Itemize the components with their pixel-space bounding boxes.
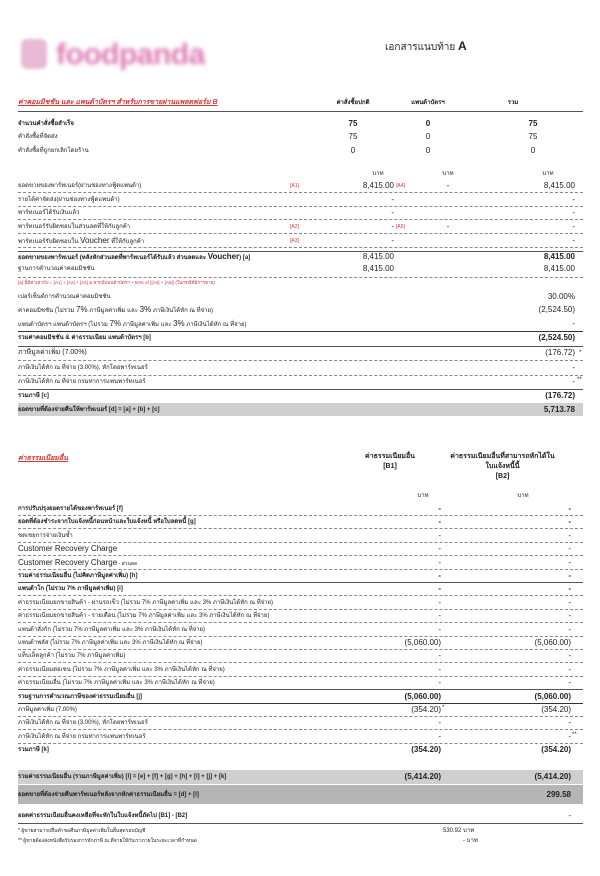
other-fee-b2: -	[568, 558, 571, 567]
order-count-label: จำนวนคำสั่งซื้อสำเร็จ	[18, 121, 74, 127]
ref-tag: [A2]	[290, 224, 299, 230]
divider	[18, 247, 583, 248]
panda-fee-label: แพนด้าบัตรฯ แพนด้าบัตรฯ (ไม่รวม 7% ภาษีมูลค่าเพิ่ม และ 3% ภาษีเงินได้หัก ณ ที่จ่าย)	[18, 319, 247, 328]
divider	[18, 823, 583, 824]
sales-amount-label: พาร์ทเนอร์ได้รับเงินแล้ว	[18, 210, 80, 216]
order-count-panda: 0	[425, 146, 431, 155]
payout-row	[18, 404, 583, 416]
sales-amount-total: -	[572, 236, 575, 245]
divider	[18, 729, 583, 730]
commission-fee-value: (2,524.50)	[538, 305, 575, 314]
other-fee-label: แพนด้าสั่งกัก (ไม่รวม 7% ภาษีมูลค่าเพิ่ม และ 3% ภาษีเงินได้หัก ณ ที่จ่าย)	[18, 627, 206, 633]
tax-total-row	[18, 390, 583, 402]
net-sales-row	[18, 251, 583, 263]
logo: foodpanda	[56, 38, 205, 71]
other-fee-row	[18, 637, 583, 649]
other-fee-label: ภาษีเงินได้หัก ณ ที่จ่าย กรมท่าการแพนพาร์ทเนอร์	[18, 734, 146, 740]
unit-row	[18, 168, 583, 180]
other-fee-b1: -	[438, 678, 441, 687]
other-fee-b1: -	[438, 584, 441, 593]
unit-label: บาท	[442, 171, 454, 177]
carry-value: -	[568, 811, 571, 820]
order-count-row	[18, 118, 583, 130]
unit-label: บาท	[417, 493, 429, 499]
unit-row-2	[18, 490, 583, 502]
commission-rate-value: 30.00%	[547, 292, 575, 301]
other-fee-b1: -	[438, 611, 441, 620]
other-fee-b1: -	[438, 625, 441, 634]
net-sales-label: ยอดขายของพาร์ทเนอร์ (หลังหักส่วนลดที่พาร์ทเนอร์ได้รับแล้ว ส่วนลดและ Voucher) [a]	[18, 252, 251, 261]
divider	[18, 192, 583, 193]
wht-row	[18, 362, 583, 374]
other-fee-row	[18, 691, 583, 703]
logo-icon	[21, 39, 47, 69]
panda-fee-row	[18, 318, 583, 330]
other-fee-b2: (5,060.00)	[534, 638, 571, 647]
order-count-row	[18, 131, 583, 143]
other-fee-row	[18, 677, 583, 689]
commission-base-value: 8,415.00	[362, 264, 394, 273]
order-count-total: 75	[528, 132, 538, 141]
footnote-mark: *	[442, 705, 445, 711]
other-fee-b1: (5,060.00)	[404, 692, 441, 701]
sales-amount-label: พาร์ทเนอร์รับผิดชอบในส่วนลดที่ให้กับลูกค้า	[18, 224, 131, 230]
ref-tag: [A4]	[396, 183, 405, 189]
divider	[18, 111, 583, 112]
net-payout-value: 299.58	[546, 790, 571, 799]
formula-note-row	[18, 277, 583, 289]
footnote-mark: **	[577, 377, 582, 383]
other-fee-b2: -	[568, 732, 571, 741]
order-count-total: 0	[530, 146, 536, 155]
other-fee-row	[18, 530, 583, 542]
other-fee-b2: -	[568, 678, 571, 687]
col-panda-card: แพนด้าบัตรฯ	[411, 100, 445, 106]
other-fee-label: ภาษีมูลค่าเพิ่ม (7.00%)	[18, 707, 77, 713]
other-fee-b2: -	[568, 611, 571, 620]
other-fee-label: รวมภาษี [k]	[18, 747, 49, 753]
tax-total-value: (176.72)	[545, 391, 575, 400]
other-fee-b1: -	[438, 531, 441, 540]
order-count-row	[18, 145, 583, 157]
other-fee-row	[18, 704, 583, 716]
other-fee-label: ชดเชยการจ่ายเงินซ้ำ	[18, 533, 73, 539]
sales-amount-total: -	[572, 222, 575, 231]
other-fee-label: Customer Recovery Charge	[18, 544, 118, 553]
net-payout-row	[18, 789, 583, 801]
other-fee-row	[18, 624, 583, 636]
sales-amount-regular: -	[391, 195, 394, 204]
tax-total-label: รวมภาษี [c]	[18, 393, 49, 399]
other-fee-row	[18, 597, 583, 609]
other-fee-label: แพนด้าโก (ไม่รวม 7% ภาษีมูลค่าเพิ่ม) [i]	[18, 586, 123, 592]
commission-total-label: รวมค่าคอมมิชชัน & ค่าธรรมเนียม แพนด้าบัตรฯ [b]	[18, 335, 151, 341]
other-fee-b2: -	[568, 718, 571, 727]
divider	[18, 219, 583, 220]
other-fee-b2: -	[568, 517, 571, 526]
sales-amount-row	[18, 207, 583, 219]
other-fee-b2: (354.20)	[541, 745, 571, 754]
sales-amount-label: พาร์ทเนอร์รับผิดชอบใน Voucher ที่ให้กับลูกค้า	[18, 236, 145, 245]
ref-tag: [A1]	[290, 183, 299, 189]
unit-label: บาท	[517, 493, 529, 499]
section2-link[interactable]: ค่าธรรมเนียมอื่น	[18, 455, 68, 462]
other-fee-label: ยอดที่ต้องชำระจากใบแจ้งหนี้ก่อนหน้าและใบแจ้งหนี้ หรือใบลดหนี้ [g]	[18, 519, 196, 525]
sales-amount-total: 8,415.00	[543, 181, 575, 190]
other-fee-b1: -	[438, 558, 441, 567]
order-count-regular: 75	[348, 119, 358, 128]
order-count-panda: 0	[425, 132, 431, 141]
other-fee-b2: (5,060.00)	[534, 692, 571, 701]
other-fee-b1: -	[438, 598, 441, 607]
panda-fee-value: -	[572, 319, 575, 328]
sales-amount-label: ยอดขายของพาร์ทเนอร์(ผ่านช่องทางฟู้ดแพนด้า)	[18, 183, 142, 189]
other-fee-label: Customer Recovery Charge - ส่วนลด	[18, 558, 138, 567]
divider	[18, 360, 583, 361]
ref-tag: [A3]	[290, 238, 299, 244]
other-fee-b1: (354.20)	[411, 705, 441, 714]
divider	[18, 555, 583, 556]
other-fee-label: ค่าธรรมเนียมอื่น (ไม่รวม 7% ภาษีมูลค่าเพิ่ม และ 3% ภาษีเงินได้หัก ณ ที่จ่าย)	[18, 680, 215, 686]
other-fee-b2: -	[568, 504, 571, 513]
other-fee-b1: -	[438, 504, 441, 513]
other-total-row	[18, 771, 583, 783]
commission-rate-label: เปอร์เซ็นต์การคำนวณค่าคอมมิชชัน	[18, 294, 111, 300]
other-fee-row	[18, 610, 583, 622]
other-total-b1: (5,414.20)	[404, 772, 441, 781]
sales-amount-regular: -	[391, 222, 394, 231]
carry-row	[18, 810, 583, 822]
other-fee-b1: (354.20)	[411, 745, 441, 754]
vat-value: (176.72)	[545, 348, 575, 357]
net-sales-value: 8,415.00	[362, 252, 394, 261]
commission-fee-row	[18, 304, 583, 316]
sales-amount-total: -	[572, 208, 575, 217]
commission-fee-label: ค่าคอมมิชชัน (ไม่รวม 7% ภาษีมูลค่าเพิ่ม และ 3% ภาษีเงินได้หัก ณ ที่จ่าย)	[18, 305, 213, 314]
wht2-row	[18, 376, 583, 388]
sales-amount-row	[18, 235, 583, 247]
other-fee-b1: -	[438, 665, 441, 674]
wht2-label: ภาษีเงินได้หัก ณ ที่จ่าย กรมท่าการแพนพาร์ทเนอร์	[18, 379, 146, 385]
ref-tag: [A5]	[396, 224, 405, 230]
order-count-regular: 75	[348, 132, 358, 141]
divider	[18, 622, 583, 623]
other-fee-row	[18, 543, 583, 555]
order-count-label: คำสั่งซื้อที่ถูกยกเลิกโดยร้าน	[18, 148, 89, 154]
other-fee-row	[18, 516, 583, 528]
other-fee-b2: -	[568, 531, 571, 540]
other-fee-row	[18, 583, 583, 595]
col-regular-orders: ค่าสั่งซื้อปกติ	[336, 100, 370, 106]
unit-label: บาท	[542, 171, 554, 177]
order-count-label: คำสั่งซื้อที่จัดส่ง	[18, 134, 58, 140]
section1-header	[18, 97, 583, 109]
col-b1-header: ค่าธรรมเนียมอื่น [B1]	[365, 453, 415, 470]
other-fee-label: รวมฐานการคำนวณภาษีของค่าธรรมเนียมอื่น [j]	[18, 694, 142, 700]
commission-total-value: (2,524.50)	[538, 333, 575, 342]
other-fee-label: แพนด้าพลัส (ไม่รวม 7% ภาษีมูลค่าเพิ่ม และ 3% ภาษีเงินได้หัก ณ ที่จ่าย)	[18, 640, 203, 646]
other-fee-row	[18, 731, 583, 743]
divider	[18, 662, 583, 663]
order-count-panda: 0	[425, 119, 431, 128]
other-fee-label: การปรับปรุงยอดรายได้ของพาร์ทเนอร์ [f]	[18, 506, 123, 512]
col-total: รวม	[507, 100, 519, 106]
other-fee-label: รวมค่าธรรมเนียมอื่น (ไม่คิดภาษีมูลค่าเพิ่ม) [h]	[18, 573, 138, 579]
wht-value: -	[572, 363, 575, 372]
other-fee-row	[18, 650, 583, 662]
section1-link[interactable]: ค่าคอมมิชชัน และ แพนด้าบัตรฯ สำหรับการขายผ่านแพลตฟอร์ม B	[18, 99, 218, 106]
sales-amount-regular: 8,415.00	[362, 181, 394, 190]
sales-amount-row	[18, 180, 583, 192]
other-fee-b1: -	[438, 544, 441, 553]
carry-label: ยอดค่าธรรมเนียมอื่นคงเหลือที่จะหักในใบแจ้งหนี้ถัดไป [B1] - [B2]	[18, 813, 188, 819]
sales-amount-panda: -	[446, 222, 450, 231]
commission-base-row	[18, 263, 583, 275]
other-fee-row	[18, 570, 583, 582]
other-fee-b1: -	[438, 517, 441, 526]
footnote-mark: **	[572, 732, 577, 738]
sales-amount-row	[18, 194, 583, 206]
wht-label: ภาษีเงินได้หัก ณ ที่จ่าย (3.00%), หักโดยพาร์ทเนอร์	[18, 365, 148, 371]
unit-label: บาท	[372, 171, 384, 177]
other-fee-label: แท็บเล็ตลูกค้า (ไม่รวม 7% ภาษีมูลค่าเพิ่ม)	[18, 653, 126, 659]
other-fee-label: ค่าธรรมเนียมต่อเชน (ไม่รวม 7% ภาษีมูลค่าเพิ่ม และ 3% ภาษีเงินได้หัก ณ ที่จ่าย)	[18, 667, 225, 673]
divider	[18, 528, 583, 529]
payout-value: 5,713.78	[543, 405, 575, 414]
other-total-label: รวมค่าธรรมเนียมอื่น (รวมภาษีมูลค่าเพิ่ม) [l] = [e] + [f] + [g] + [h] + [i] + [j] + [k]	[18, 774, 227, 780]
sales-amount-regular: -	[391, 236, 394, 245]
divider	[18, 689, 583, 690]
commission-base-label: ฐานการคำนวณค่าคอมมิชชัน	[18, 266, 95, 272]
payout-label: ยอดขายที่ต้องจ่ายคืนให้พาร์ทเนอร์ [d] = [a] + [b] + [c]	[18, 407, 160, 413]
wht2-value: -	[572, 377, 575, 386]
other-fee-row	[18, 717, 583, 729]
commission-base-total: 8,415.00	[543, 264, 575, 273]
commission-total-row	[18, 332, 583, 344]
other-fee-b1: (5,060.00)	[404, 638, 441, 647]
other-fee-b2: -	[568, 651, 571, 660]
other-fee-b1: -	[438, 732, 441, 741]
footnote-2: ** ผู้ขายต้องส่งหนังสือรับรองการหักภาษี ณ ที่จ่ายให้กับเราภายในระยะเวลาที่กำหนด - บาท	[18, 838, 478, 844]
other-fee-b2: -	[568, 625, 571, 634]
vat-row	[18, 347, 583, 359]
commission-rate-row	[18, 291, 583, 303]
other-fee-b1: -	[438, 718, 441, 727]
order-count-total: 75	[528, 119, 538, 128]
sales-amount-label: รายได้ค่าจัดส่ง(ผ่านช่องทางฟู้ดแพนด้า)	[18, 197, 120, 203]
other-fee-b2: -	[568, 598, 571, 607]
other-fee-label: ค่าธรรมเนียมยกขายสินค้า - รายเดือน (ไม่รวม 7% ภาษีมูลค่าเพิ่ม และ 3% ภาษีเงินได้หัก ณ ที่จ่าย)	[18, 613, 270, 619]
net-sales-total: 8,415.00	[543, 252, 575, 261]
other-fee-b2: (354.20)	[541, 705, 571, 714]
sales-amount-total: -	[572, 195, 575, 204]
footnote-1: * ผู้ขายสามารถยื่นคำขอคืนภาษีมูลค่าเพิ่มในสิ้นสุดรอบบัญชี 530.92 บาท	[18, 828, 475, 834]
other-fee-row	[18, 503, 583, 515]
divider	[18, 595, 583, 596]
other-fee-b2: -	[568, 665, 571, 674]
other-fee-row	[18, 664, 583, 676]
footnote-mark: *	[579, 350, 582, 356]
other-fee-b2: -	[568, 584, 571, 593]
other-total-b2: (5,414.20)	[534, 772, 571, 781]
formula-note: [a] นี้มีค่าเท่ากับ = [A1] + [A2] + [A3] & หากมีแพนด้าบัตรฯ + 50% of ([A4] + [A5]) (ในกรณีที่มีการขาย)	[18, 280, 215, 285]
other-fee-b2: -	[568, 544, 571, 553]
other-fee-row	[18, 557, 583, 569]
col-b2-header: ค่าธรรมเนียมอื่นที่สามารถหักได้ใน ใบแจ้งหนี้นี้ [B2]	[450, 453, 555, 480]
divider	[18, 233, 583, 234]
sales-amount-panda: -	[446, 181, 450, 190]
sales-amount-regular: -	[391, 208, 394, 217]
other-fee-label: ค่าธรรมเนียมยกขายสินค้า - ผ่านรถเข็ว (ไม่รวม 7% ภาษีมูลค่าเพิ่ม และ 3% ภาษีเงินได้หัก ณ ที่จ่าย)	[18, 600, 274, 606]
sales-amount-row	[18, 221, 583, 233]
page-title: เอกสารแนบท้าย A	[385, 39, 467, 53]
net-payout-label: ยอดขายที่ต้องจ่ายคืนพาร์ทเนอร์หลังจากหักค่าธรรมเนียมอื่น = [d] + [l]	[18, 792, 199, 798]
other-fee-b1: -	[438, 571, 441, 580]
other-fee-b2: -	[568, 571, 571, 580]
other-fee-b1: -	[438, 651, 441, 660]
vat-label: ภาษีมูลค่าเพิ่ม (7.00%)	[18, 349, 87, 356]
other-fee-label: ภาษีเงินได้หัก ณ ที่จ่าย (3.00%), หักโดยพาร์ทเนอร์	[18, 720, 148, 726]
order-count-regular: 0	[350, 146, 356, 155]
other-fee-row	[18, 744, 583, 756]
